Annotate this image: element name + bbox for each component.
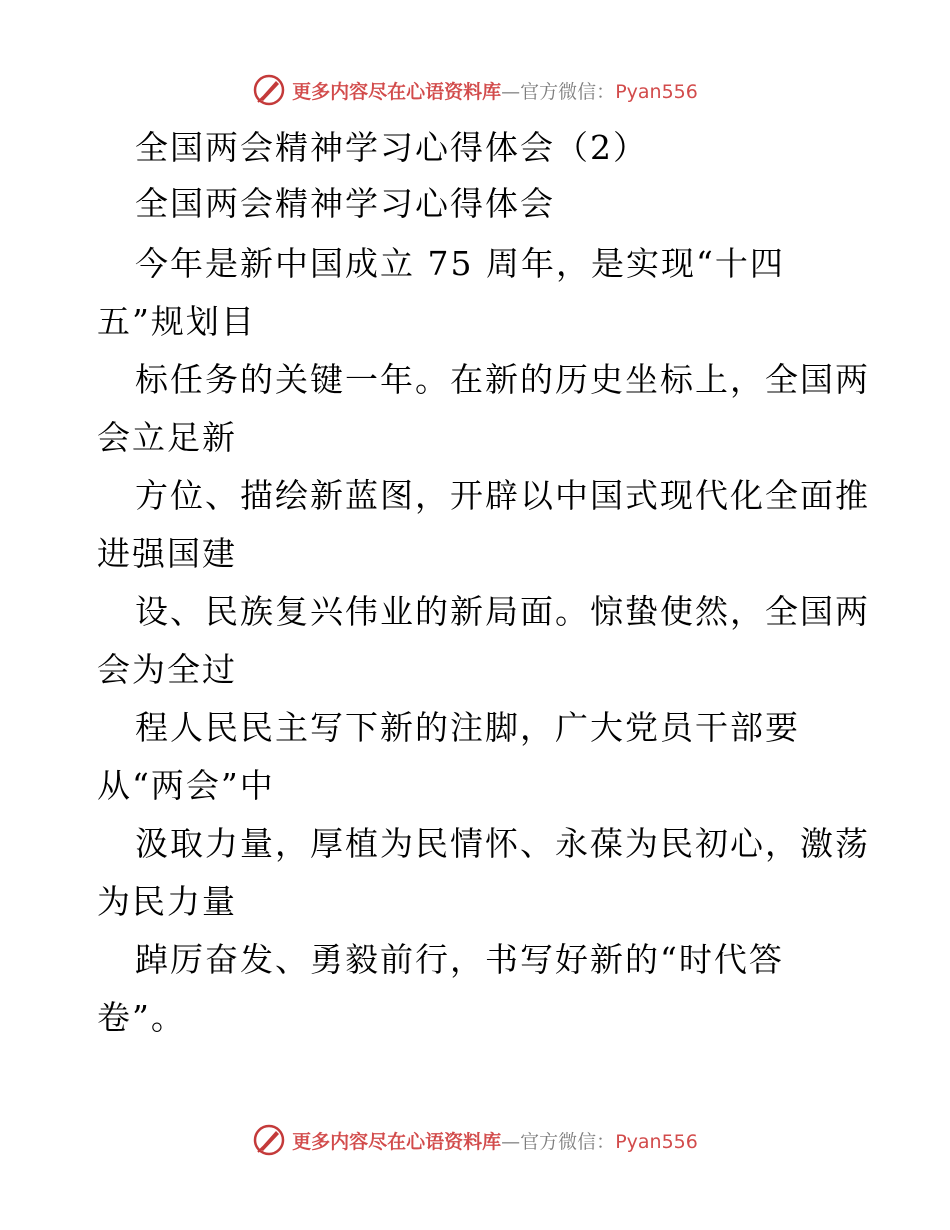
paragraph-line: 从“两会”中 xyxy=(97,766,275,805)
footer-wechat-account: Pyan556 xyxy=(615,1130,698,1153)
header-banner xyxy=(0,70,950,110)
quill-pen-icon xyxy=(252,73,286,107)
paragraph-line: 程人民民主写下新的注脚，广大党员干部要 xyxy=(135,708,800,747)
footer-wechat-label: 官方微信： xyxy=(520,1130,616,1153)
footer-banner xyxy=(0,1120,950,1160)
header-brand: 更多内容尽在心语资料库 xyxy=(292,80,502,103)
paragraph-line: 会立足新 xyxy=(97,418,237,457)
paragraph-line: 为民力量 xyxy=(97,882,237,921)
footer-dash: — xyxy=(501,1130,521,1153)
paragraph-line: 五”规划目 xyxy=(97,302,256,341)
footer-banner-text xyxy=(292,1127,698,1154)
paragraph-line: 卷”。 xyxy=(97,998,186,1037)
doc-title-numbered: 全国两会精神学习心得体会（2） xyxy=(135,128,648,167)
header-dash: — xyxy=(501,80,521,103)
paragraph-line: 会为全过 xyxy=(97,650,237,689)
doc-title: 全国两会精神学习心得体会 xyxy=(135,184,555,223)
footer-brand: 更多内容尽在心语资料库 xyxy=(292,1130,502,1153)
header-wechat-account: Pyan556 xyxy=(615,80,698,103)
paragraph-line: 方位、描绘新蓝图，开辟以中国式现代化全面推 xyxy=(135,476,870,515)
paragraph-line: 踔厉奋发、勇毅前行，书写好新的“时代答 xyxy=(135,940,784,979)
paragraph-line: 今年是新中国成立 75 周年，是实现“十四 xyxy=(135,244,785,283)
header-banner-text xyxy=(292,77,698,104)
quill-pen-icon xyxy=(252,1123,286,1157)
paragraph-line: 设、民族复兴伟业的新局面。惊蛰使然，全国两 xyxy=(135,592,870,631)
paragraph-line: 汲取力量，厚植为民情怀、永葆为民初心，激荡 xyxy=(135,824,870,863)
paragraph-line: 标任务的关键一年。在新的历史坐标上，全国两 xyxy=(135,360,870,399)
paragraph-line: 进强国建 xyxy=(97,534,237,573)
header-wechat-label: 官方微信： xyxy=(520,80,616,103)
